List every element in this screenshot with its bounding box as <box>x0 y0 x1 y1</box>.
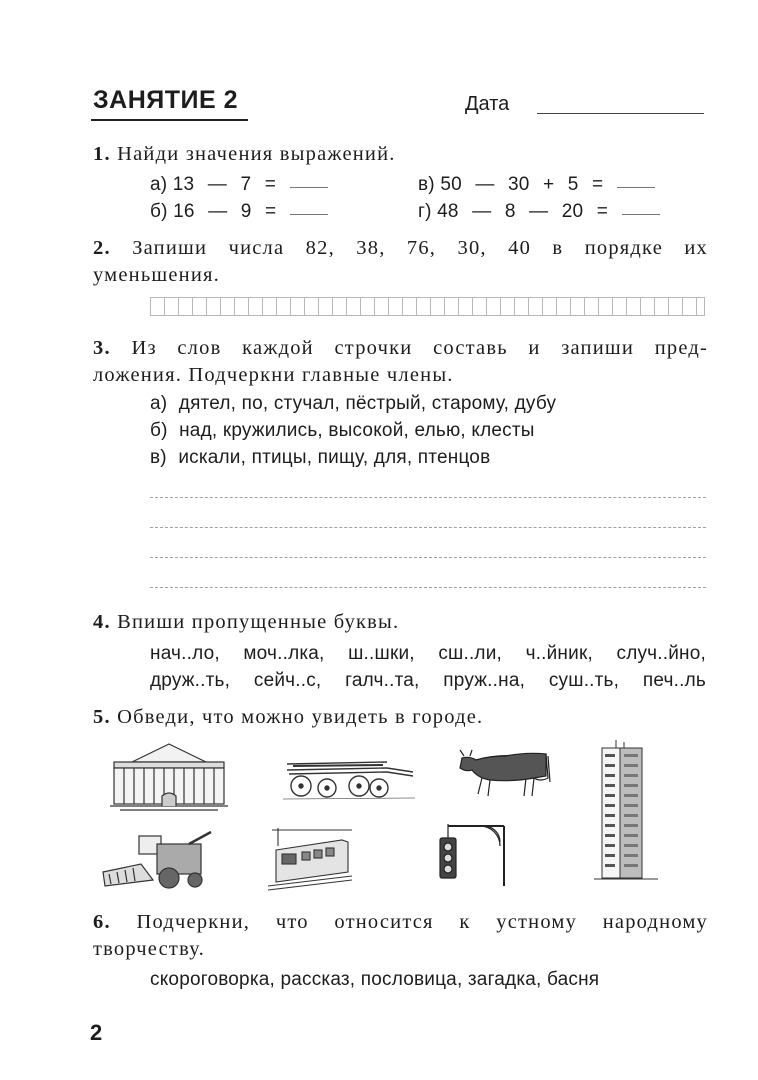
answer-blank[interactable] <box>622 214 660 215</box>
task1-text: Найди значения выражений. <box>117 143 396 165</box>
traffic-light-picture[interactable] <box>434 820 508 886</box>
task6-words: скороговорка, рассказ, пословица, загадка, басня <box>150 969 600 990</box>
task1-heading <box>93 143 396 166</box>
task6-number: 6. <box>93 911 111 933</box>
theatre-picture[interactable] <box>110 740 228 812</box>
lesson-title: ЗАНЯТИЕ 2 <box>93 86 239 114</box>
item-label: б) <box>150 420 168 441</box>
task3-text: Из слов каждой строчки составь и запиши пред- <box>131 337 709 359</box>
item-text: искали, птицы, пищу, для, птенцов <box>178 447 491 468</box>
task6-line2: творчеству. <box>93 938 205 960</box>
task3-item-v <box>150 447 490 469</box>
item-label: г) <box>418 201 432 222</box>
task4-words-line1: нач..ло, моч..лка, ш..шки, сш..ли, ч..йник, случ..йно, <box>150 643 706 664</box>
item-label: в) <box>150 447 167 468</box>
tower-block-picture[interactable] <box>594 740 658 883</box>
task3-item-a <box>150 393 556 415</box>
date-field-line[interactable] <box>537 113 704 114</box>
date-label: Дата <box>465 93 510 115</box>
writing-line[interactable] <box>150 557 706 558</box>
task1-item-v <box>418 174 655 196</box>
item-text: над, кружились, высокой, елью, клесты <box>179 420 535 441</box>
item-text: дятел, по, стучал, пёстрый, старому, дубу <box>178 393 557 414</box>
task3-number: 3. <box>93 337 111 359</box>
writing-line[interactable] <box>150 587 706 588</box>
task4-number: 4. <box>93 611 111 633</box>
task3-item-b <box>150 420 535 442</box>
answer-cells[interactable] <box>150 297 705 316</box>
task6-line1 <box>93 911 708 934</box>
writing-line[interactable] <box>150 527 706 528</box>
answer-blank[interactable] <box>290 214 328 215</box>
item-label: а) <box>150 393 168 414</box>
task1-item-a <box>150 174 328 196</box>
task5-heading <box>93 706 483 729</box>
task5-number: 5. <box>93 706 111 728</box>
task2-line1 <box>93 237 708 260</box>
combine-harvester-picture[interactable] <box>101 830 215 892</box>
expression: 13 — 7 = <box>172 174 277 195</box>
task2-number: 2. <box>93 237 111 259</box>
expression: 48 — 8 — 20 = <box>437 201 609 222</box>
expression: 50 — 30 + 5 = <box>440 174 604 195</box>
task4-words-line2: друж..ть, сейч..с, галч..та, пруж..на, суш..ть, печ..ль <box>150 670 706 691</box>
item-label: в) <box>418 174 435 195</box>
title-underline <box>91 119 248 121</box>
task2-text: Запиши числа 82, 38, 76, 30, 40 в порядке их <box>132 237 708 259</box>
task4-heading <box>93 611 399 634</box>
task3-line1 <box>93 337 708 360</box>
item-label: б) <box>150 201 168 222</box>
answer-blank[interactable] <box>617 187 655 188</box>
task1-number: 1. <box>93 143 111 165</box>
task3-line2: ложения. Подчеркни главные члены. <box>93 364 454 386</box>
task2-line2: уменьшения. <box>93 264 220 286</box>
task4-text: Впиши пропущенные буквы. <box>117 611 400 633</box>
expression: 16 — 9 = <box>173 201 277 222</box>
task6-text: Подчеркни, что относится к устному народному <box>136 911 709 933</box>
train-picture[interactable] <box>268 826 352 892</box>
writing-line[interactable] <box>150 497 706 498</box>
cow-picture[interactable] <box>456 748 552 800</box>
task5-text: Обведи, что можно увидеть в городе. <box>117 706 484 728</box>
page-number: 2 <box>90 1020 103 1045</box>
task1-item-g <box>418 201 660 223</box>
cart-picture[interactable] <box>283 756 415 802</box>
task1-item-b <box>150 201 328 223</box>
answer-blank[interactable] <box>290 187 328 188</box>
item-label: а) <box>150 174 168 195</box>
